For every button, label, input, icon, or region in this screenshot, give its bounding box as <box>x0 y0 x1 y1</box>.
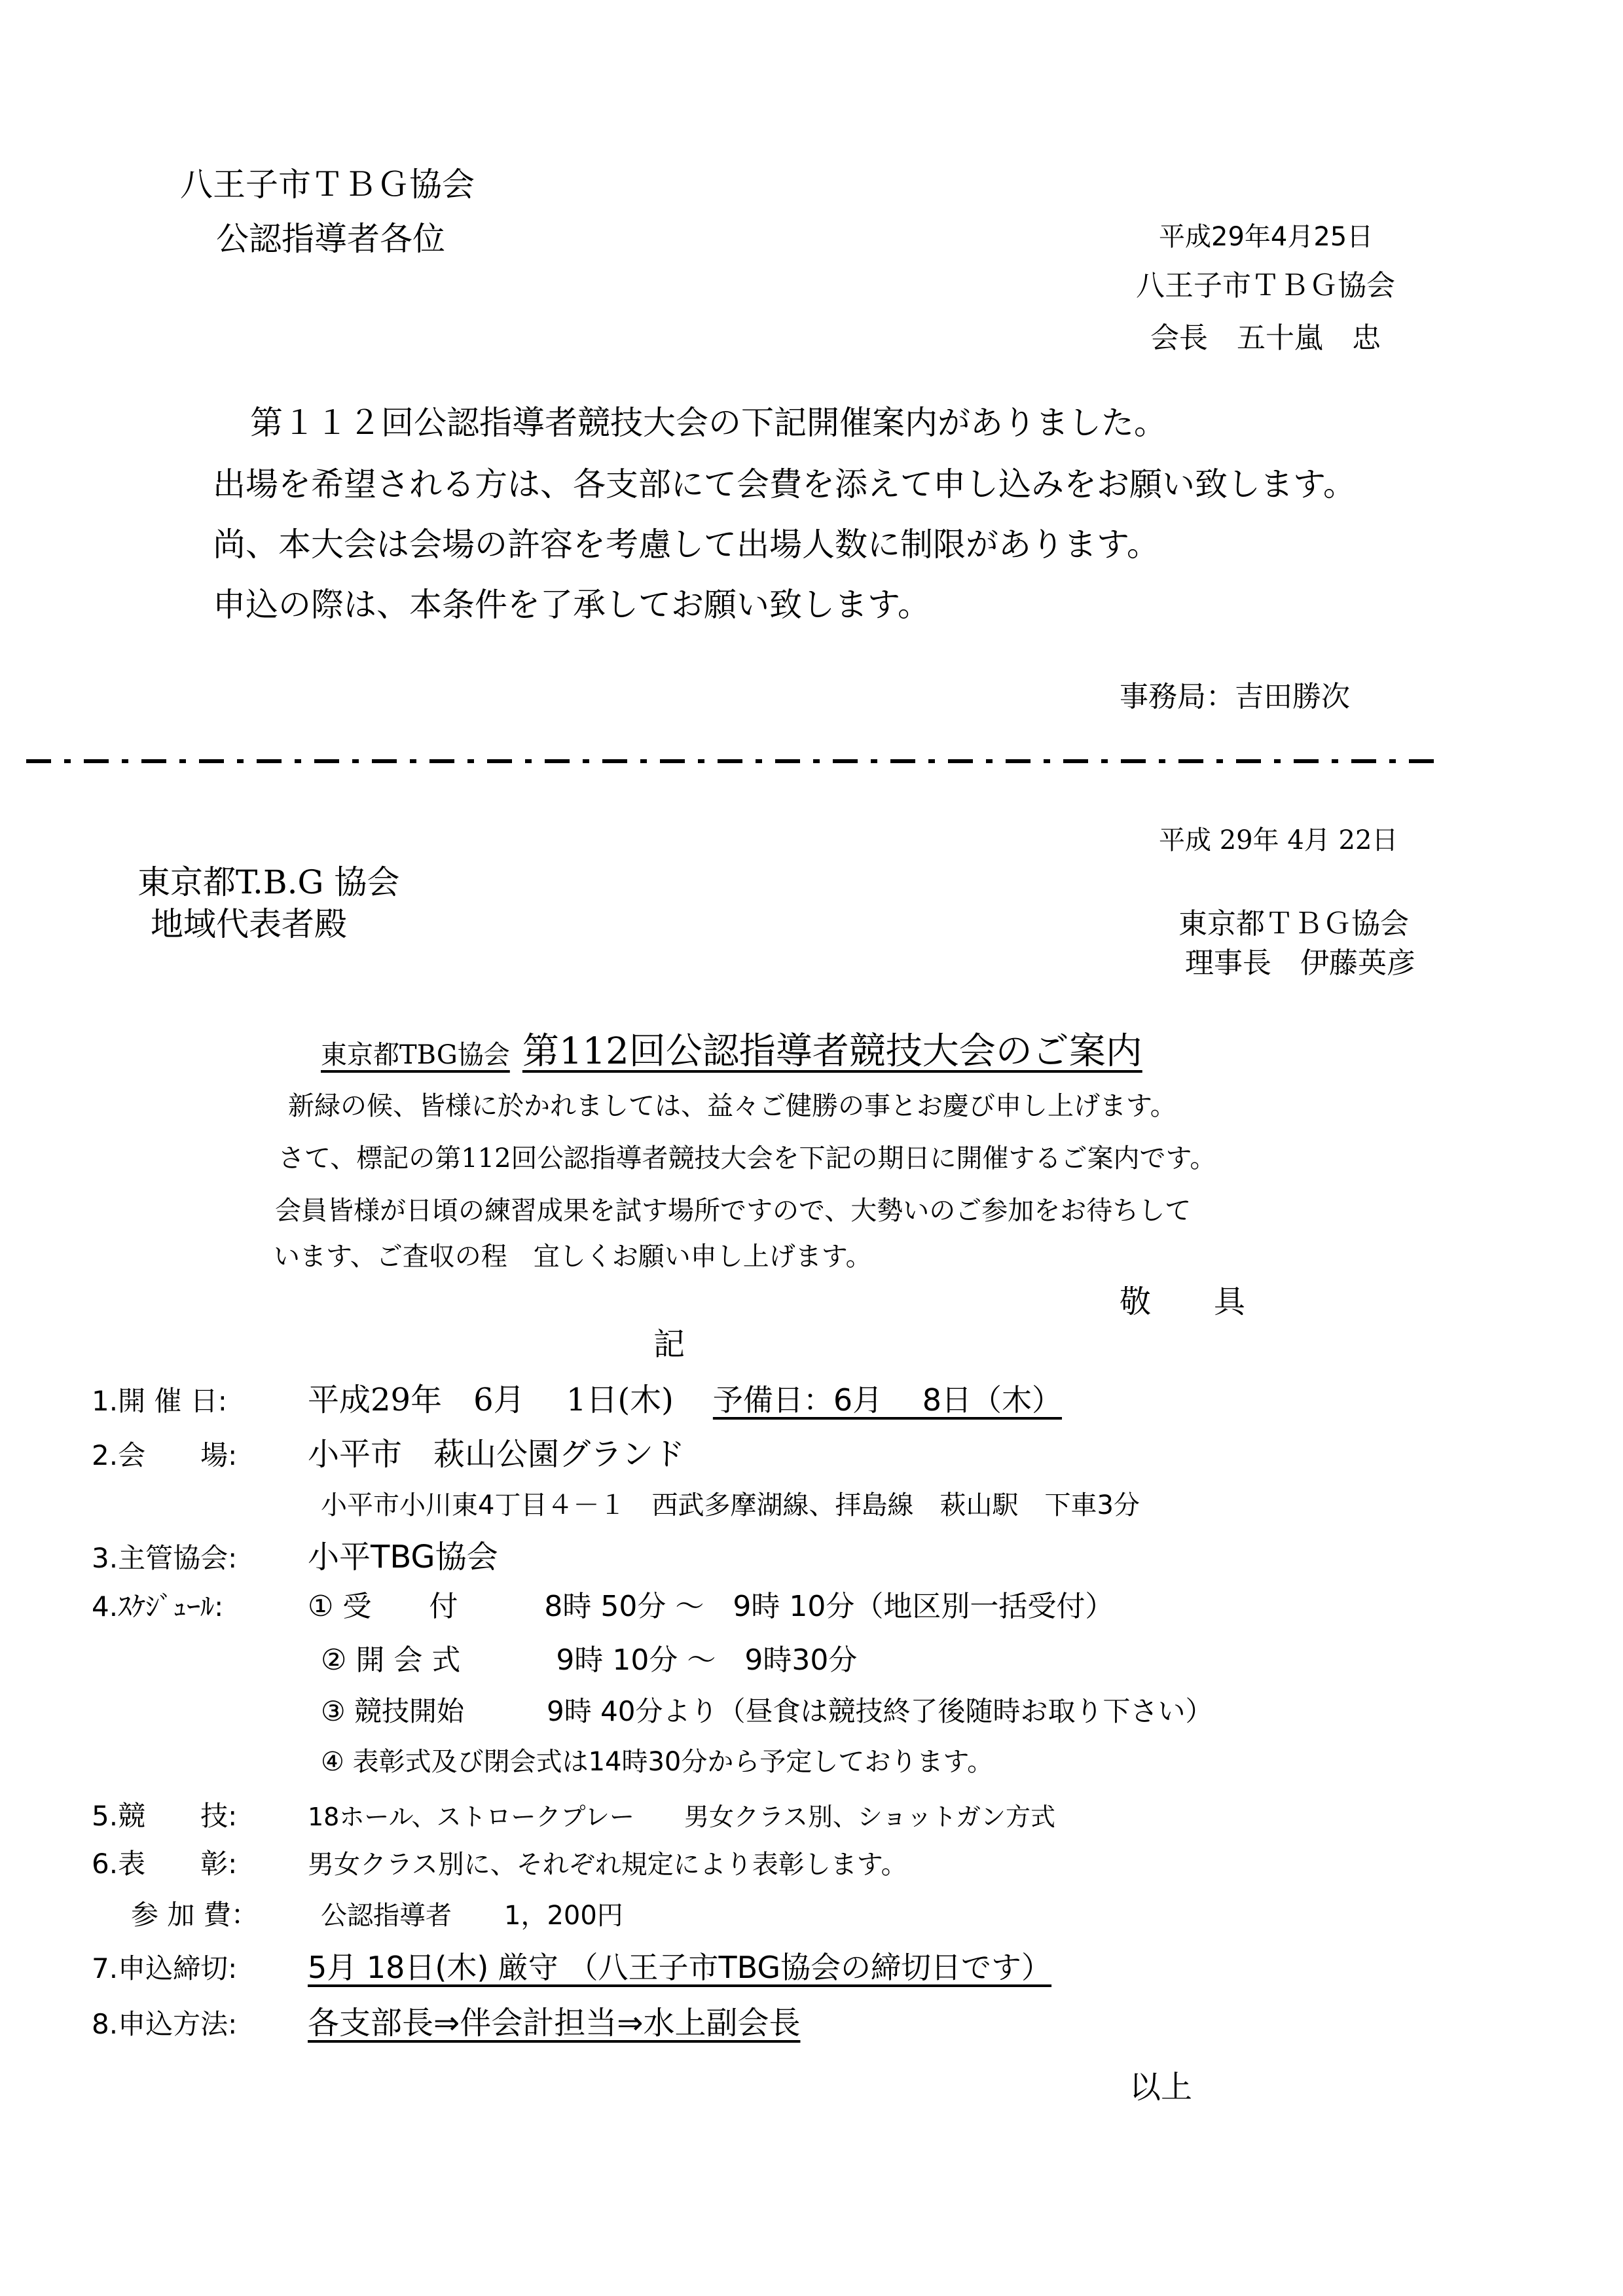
notice-title-main: 第112回公認指導者競技大会のご案内 <box>522 1030 1142 1073</box>
item-fee <box>131 1893 623 1933</box>
item-label: 6.表 彰: <box>92 1848 238 1880</box>
item-value: 5月 18日(木) 厳守 （八王子市TBG協会の締切日です） <box>308 1950 1052 1985</box>
schedule-line: ② 開 会 式 9時 10分 ～ 9時30分 <box>321 1643 858 1677</box>
item-label: 1.開 催 日: <box>92 1385 227 1417</box>
notice-from-person: 理事長 伊藤英彦 <box>1185 946 1415 980</box>
item-label: 7.申込締切: <box>92 1952 238 1984</box>
item-value: 平成29年 6月 1日(木) <box>308 1382 674 1418</box>
item-venue <box>92 1429 685 1474</box>
item-deadline <box>92 1944 1051 1987</box>
memo-addressee: 公認指導者各位 <box>216 220 445 258</box>
item-host <box>92 1532 498 1577</box>
item-method <box>92 1998 800 2043</box>
item-value: 男女クラス別に、それぞれ規定により表彰します。 <box>308 1850 907 1880</box>
dash-dot-divider <box>26 759 1446 763</box>
memo-body-line: 尚、本大会は会場の許容を考慮して出場人数に制限があります。 <box>213 526 1159 564</box>
notice-to-person: 地域代表者殿 <box>151 905 347 943</box>
memo-body-line: 第１１２回公認指導者競技大会の下記開催案内がありました。 <box>250 404 1167 442</box>
item-value: 各支部長⇒伴会計担当⇒水上副会長 <box>308 2005 801 2041</box>
memo-body-line: 出場を希望される方は、各支部にて会費を添えて申し込みをお願い致します。 <box>213 465 1356 503</box>
item-value: 18ホール、ストロークプレー 男女クラス別、ショットガン方式 <box>308 1803 1055 1831</box>
notice-title <box>321 1022 1142 1075</box>
schedule-line: ④ 表彰式及び閉会式は14時30分から予定しております。 <box>321 1747 994 1777</box>
notice-ki: 記 <box>653 1326 685 1363</box>
schedule-line: ③ 競技開始 9時 40分より（昼食は競技終了後随時お取り下さい） <box>321 1695 1213 1727</box>
item-award <box>92 1842 907 1882</box>
item-schedule <box>92 1583 1114 1624</box>
item-date <box>92 1374 1062 1420</box>
notice-closing: 敬 具 <box>1120 1283 1246 1320</box>
memo-date: 平成29年4月25日 <box>1159 222 1374 252</box>
item-value: 小平TBG協会 <box>308 1539 498 1575</box>
notice-from-org: 東京都ＴＢＧ協会 <box>1178 907 1409 941</box>
item-venue-address: 小平市小川東4丁目４－１ 西武多摩湖線、拝島線 萩山駅 下車3分 <box>321 1490 1140 1520</box>
memo-from-org: 八王子市ＴＢＧ協会 <box>1136 269 1395 302</box>
memo-org: 八王子市ＴＢＧ協会 <box>180 166 475 204</box>
item-label: 4.ｽｹｼﾞｭｰﾙ: <box>92 1590 224 1623</box>
memo-office: 事務局：吉田勝次 <box>1120 680 1350 713</box>
notice-body-line: 新緑の候、皆様に於かれましては、益々ご健勝の事とお慶び申し上げます。 <box>288 1091 1176 1121</box>
notice-end: 以上 <box>1129 2069 1193 2106</box>
item-reserve-date: 予備日：6月 8日（木） <box>712 1382 1063 1418</box>
item-value: 小平市 萩山公園グランド <box>308 1436 685 1473</box>
memo-from-person: 会長 五十嵐 忠 <box>1150 321 1381 355</box>
schedule-line: ① 受 付 8時 50分 ～ 9時 10分（地区別一括受付） <box>308 1590 1114 1623</box>
notice-title-prefix: 東京都TBG協会 <box>321 1040 510 1070</box>
memo-body-line: 申込の際は、本条件を了承してお願い致します。 <box>213 586 930 624</box>
notice-body-line: います、ご査収の程 宜しくお願い申し上げます。 <box>274 1242 872 1272</box>
item-label: 5.競 技: <box>92 1800 238 1832</box>
item-label: 参 加 費： <box>131 1899 259 1931</box>
notice-body-line: 会員皆様が日頃の練習成果を試す場所ですので、大勢いのご参加をお待ちして <box>275 1196 1192 1226</box>
item-value: 公認指導者 1，200円 <box>321 1901 623 1931</box>
item-label: 8.申込方法: <box>92 2008 238 2040</box>
notice-date: 平成 29年 4月 22日 <box>1159 825 1398 855</box>
item-label: 2.会 場: <box>92 1439 238 1471</box>
item-competition <box>92 1795 1055 1834</box>
notice-to-org: 東京都T.B.G 協会 <box>137 863 400 901</box>
item-label: 3.主管協会: <box>92 1542 238 1574</box>
notice-body-line: さて、標記の第112回公認指導者競技大会を下記の期日に開催するご案内です。 <box>278 1143 1216 1174</box>
